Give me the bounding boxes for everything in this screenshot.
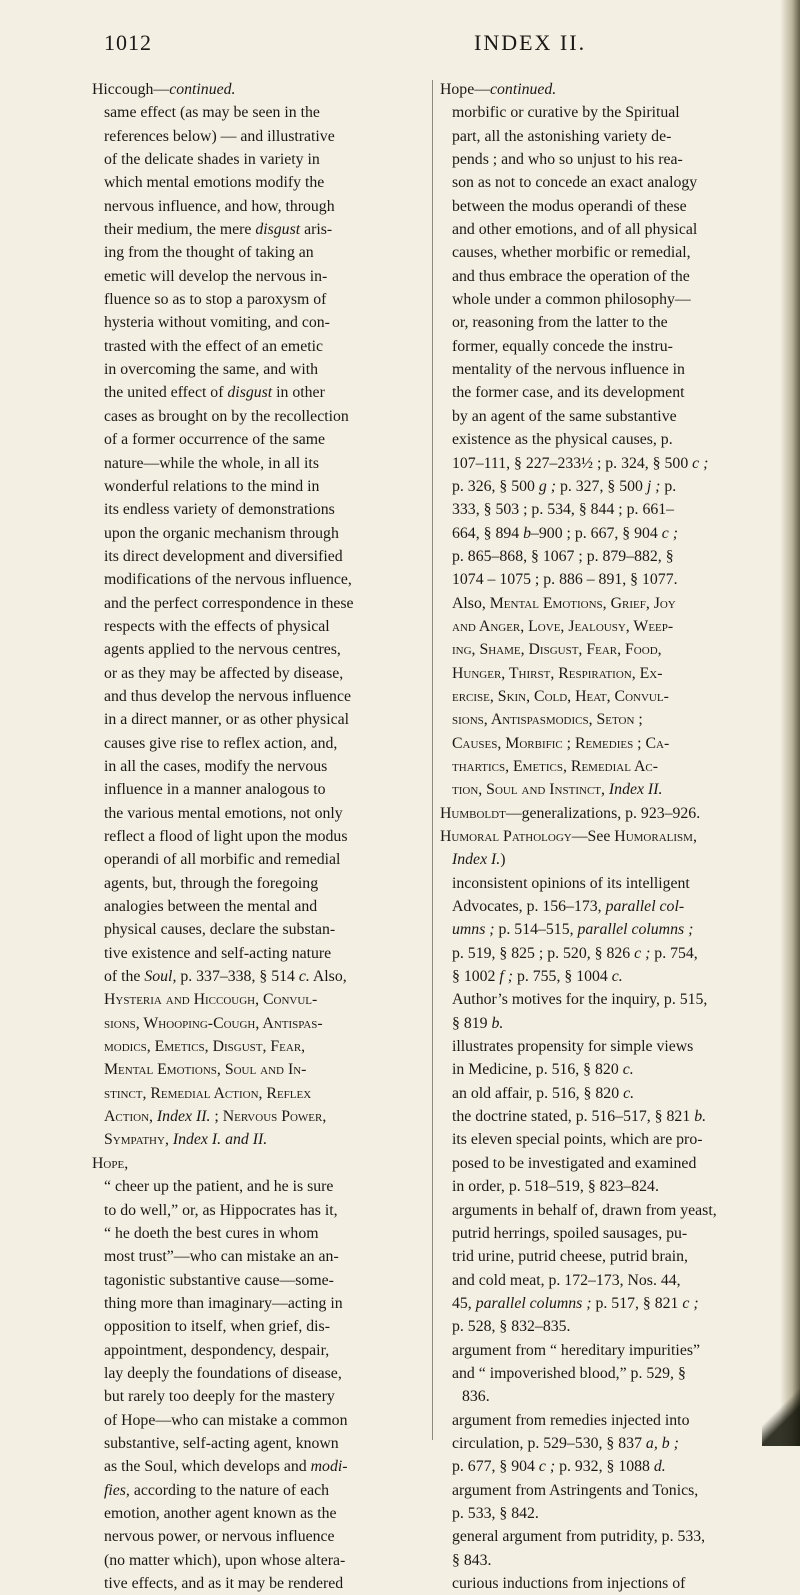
left-column-line: modics, Emetics, Disgust, Fear, [104, 1038, 306, 1056]
left-column-line: Action, Index II. ; Nervous Power, [104, 1108, 327, 1126]
left-column-line: cases as brought on by the recollection [104, 407, 349, 425]
right-column-line: its eleven special points, which are pro- [452, 1131, 703, 1149]
right-column-line: and Anger, Love, Jealousy, Weep- [452, 617, 674, 635]
running-head: INDEX II. [474, 30, 587, 55]
left-column-line: wonderful relations to the mind in [104, 477, 320, 495]
right-column-line: sions, Antispasmodics, Seton ; [452, 711, 643, 729]
right-column-line: and “ impoverished blood,” p. 529, § [452, 1364, 686, 1382]
right-column-line: general argument from putridity, p. 533, [452, 1528, 706, 1546]
right-column-line: p. 326, § 500 g ; p. 327, § 500 j ; p. [452, 477, 677, 495]
left-column-line: of Hope—who can mistake a common [104, 1411, 348, 1429]
right-column-line: the former case, and its development [452, 384, 685, 402]
right-column-line: in Medicine, p. 516, § 820 c. [452, 1061, 634, 1079]
right-column-line: argument from “ hereditary impurities” [452, 1341, 700, 1359]
left-column-line: physical causes, declare the substan- [104, 921, 336, 939]
left-column-line: emotion, another agent known as the [104, 1504, 337, 1522]
left-column-line: tagonistic substantive cause—some- [104, 1271, 334, 1289]
right-column-line: Hunger, Thirst, Respiration, Ex- [452, 664, 663, 682]
right-column-line: ing, Shame, Disgust, Fear, Food, [452, 641, 662, 659]
right-column-line: mentality of the nervous influence in [452, 361, 685, 379]
left-column-line: Hiccough—continued. [92, 81, 236, 98]
right-column-line: § 843. [452, 1551, 492, 1569]
left-column-line: references below) — and illustrative [104, 127, 335, 145]
left-column-line: appointment, despondency, despair, [104, 1341, 330, 1359]
left-column-line: its endless variety of demonstrations [104, 501, 335, 519]
left-column-line: emetic will develop the nervous in- [104, 267, 328, 285]
left-column-line: influence in a manner analogous to [104, 781, 326, 799]
right-column-line: curious inductions from injections of [452, 1575, 686, 1592]
right-column-line: causes, whether morbific or remedial, [452, 244, 691, 262]
right-column-line: putrid herrings, spoiled sausages, pu- [452, 1224, 688, 1242]
page-header [104, 30, 770, 64]
left-column-line: respects with the effects of physical [104, 617, 330, 635]
left-column-line: the united effect of disgust in other [104, 384, 325, 402]
left-column-line: in overcoming the same, and with [104, 361, 319, 379]
page-corner-shadow [762, 1386, 800, 1446]
left-column-line: thing more than imaginary—acting in [104, 1294, 343, 1312]
right-column-line: pends ; and who so unjust to his rea- [452, 151, 683, 169]
right-column-line: illustrates propensity for simple views [452, 1038, 694, 1056]
right-column-line: an old affair, p. 516, § 820 c. [452, 1084, 635, 1102]
left-column-line: upon the organic mechanism through [104, 524, 339, 542]
right-column-line: existence as the physical causes, p. [452, 431, 673, 449]
right-column-line: Advocates, p. 156–173, parallel col- [452, 898, 685, 916]
right-column-line: the doctrine stated, p. 516–517, § 821 b. [452, 1108, 707, 1126]
right-column-line: posed to be investigated and examined [452, 1154, 697, 1172]
right-column-line: p. 533, § 842. [452, 1504, 539, 1522]
left-column-line: in all the cases, modify the nervous [104, 757, 328, 775]
right-column-line: Humoral Pathology—See Humoralism, [440, 828, 697, 845]
page-edge-shadow [780, 0, 800, 1446]
right-column-line: or, reasoning from the latter to the [452, 314, 668, 332]
right-column-line: and cold meat, p. 172–173, Nos. 44, [452, 1271, 681, 1289]
right-column-line: thartics, Emetics, Remedial Ac- [452, 757, 659, 775]
left-column-line: and thus develop the nervous influence [104, 687, 351, 705]
left-column-line: of a former occurrence of the same [104, 431, 326, 449]
page-number: 1012 [104, 30, 152, 55]
left-column-line: Hysteria and Hiccough, Convul- [104, 991, 318, 1009]
right-column-line: 1074 – 1075 ; p. 886 – 891, § 1077. [452, 571, 678, 589]
left-column-line: hysteria without vomiting, and con- [104, 314, 330, 332]
right-column-line: 333, § 503 ; p. 534, § 844 ; p. 661– [452, 501, 675, 519]
left-column-line: agents applied to the nervous centres, [104, 641, 341, 659]
left-column-line: modifications of the nervous influence, [104, 571, 352, 589]
left-column-line: of the delicate shades in variety in [104, 151, 320, 169]
left-column-line: stinct, Remedial Action, Reflex [104, 1084, 312, 1102]
right-column-line: between the modus operandi of these [452, 197, 687, 215]
right-column-line: p. 528, § 832–835. [452, 1318, 571, 1336]
left-column-line: (no matter which), upon whose altera- [104, 1551, 346, 1569]
right-column-line: § 819 b. [452, 1014, 504, 1032]
left-column-line: of the Soul, p. 337–338, § 514 c. Also, [104, 968, 347, 986]
right-column-line: p. 865–868, § 1067 ; p. 879–882, § [452, 547, 674, 565]
left-column-line: analogies between the mental and [104, 898, 318, 916]
left-column-line: Sympathy, Index I. and II. [104, 1131, 268, 1149]
right-column-line: Causes, Morbific ; Remedies ; Ca- [452, 734, 670, 752]
left-column-line: Hope, [92, 1154, 129, 1172]
left-column-line: causes give rise to reflex action, and, [104, 734, 338, 752]
right-column-line: § 1002 f ; p. 755, § 1004 c. [452, 968, 623, 986]
column-divider [432, 80, 433, 1440]
right-column-line: Also, Mental Emotions, Grief, Joy [452, 594, 676, 612]
left-column-line: sions, Whooping-Cough, Antispas- [104, 1014, 323, 1032]
left-column-line: same effect (as may be seen in the [104, 104, 320, 122]
right-column-line: inconsistent opinions of its intelligent [452, 874, 690, 892]
left-column-line: nervous power, or nervous influence [104, 1528, 335, 1546]
right-column-line: 664, § 894 b–900 ; p. 667, § 904 c ; [452, 524, 678, 542]
left-column-line: as the Soul, which develops and modi- [104, 1458, 348, 1476]
right-column-line: Index I.) [452, 851, 506, 869]
right-column-line: umns ; p. 514–515, parallel columns ; [452, 921, 694, 939]
right-column-line: son as not to concede an exact analogy [452, 174, 698, 192]
right-column-line: trid urine, putrid cheese, putrid brain, [452, 1248, 689, 1266]
left-column-line: fluence so as to stop a paroxysm of [104, 291, 327, 309]
left-column-line: ing from the thought of taking an [104, 244, 314, 262]
right-column-line: argument from remedies injected into [452, 1411, 690, 1429]
right-column-line: argument from Astringents and Tonics, [452, 1481, 699, 1499]
left-column-line: operandi of all morbific and remedial [104, 851, 341, 869]
left-column-line: the various mental emotions, not only [104, 804, 343, 822]
left-column-line: “ cheer up the patient, and he is sure [104, 1178, 334, 1196]
right-column-line: Humboldt—generalizations, p. 923–926. [440, 804, 701, 822]
right-column-line: p. 677, § 904 c ; p. 932, § 1088 d. [452, 1458, 666, 1476]
left-column-line: nature—while the whole, in all its [104, 454, 319, 472]
left-column-line: reflect a flood of light upon the modus [104, 828, 348, 845]
left-column-line: nervous influence, and how, through [104, 197, 335, 215]
left-column-line: trasted with the effect of an emetic [104, 337, 324, 355]
left-column-line: to do well,” or, as Hippocrates has it, [104, 1201, 338, 1219]
left-column-line: “ he doeth the best cures in whom [104, 1224, 319, 1242]
right-column-line: whole under a common philosophy— [452, 291, 691, 309]
left-column-line: opposition to itself, when grief, dis- [104, 1318, 330, 1336]
left-column-line: tive existence and self-acting nature [104, 944, 332, 962]
left-column-line: its direct development and diversified [104, 547, 343, 565]
right-column-line: in order, p. 518–519, § 823–824. [452, 1178, 659, 1196]
left-column [92, 78, 425, 1595]
right-column-line: circulation, p. 529–530, § 837 a, b ; [452, 1434, 679, 1452]
left-column-line: or as they may be affected by disease, [104, 664, 344, 682]
right-column-line: part, all the astonishing variety de- [452, 127, 672, 145]
left-column-line: in a direct manner, or as other physical [104, 711, 350, 729]
left-column-line: which mental emotions modify the [104, 174, 325, 192]
right-column-line: p. 519, § 825 ; p. 520, § 826 c ; p. 754, [452, 944, 698, 962]
right-column-line: 45, parallel columns ; p. 517, § 821 c ; [452, 1294, 699, 1312]
right-column-line: 836. [462, 1388, 490, 1406]
left-column-line: most trust”—who can mistake an an- [104, 1248, 339, 1266]
left-column-line: lay deeply the foundations of disease, [104, 1364, 342, 1382]
left-column-line: agents, but, through the foregoing [104, 874, 319, 892]
right-column-line: former, equally concede the instru- [452, 337, 673, 355]
right-column-line: and other emotions, and of all physical [452, 221, 698, 239]
right-column-line: ercise, Skin, Cold, Heat, Convul- [452, 687, 669, 705]
right-column-line: 107–111, § 227–233½ ; p. 324, § 500 c ; [452, 454, 709, 472]
right-column-line: by an agent of the same substantive [452, 407, 677, 425]
right-column-line: Author’s motives for the inquiry, p. 515, [452, 991, 708, 1009]
right-column-line: and thus embrace the operation of the [452, 267, 690, 285]
right-column-line: arguments in behalf of, drawn from yeast, [452, 1201, 717, 1219]
left-column-line: tive effects, and as it may be rendered [104, 1575, 344, 1592]
right-column-line: tion, Soul and Instinct, Index II. [452, 781, 663, 799]
left-column-line: but rarely too deeply for the mastery [104, 1388, 335, 1406]
right-column-line: Hope—continued. [440, 81, 557, 98]
right-column-line: morbific or curative by the Spiritual [452, 104, 680, 122]
left-column-line: substantive, self-acting agent, known [104, 1434, 339, 1452]
left-column-line: Mental Emotions, Soul and In- [104, 1061, 307, 1079]
left-column-line: and the perfect correspondence in these [104, 594, 354, 612]
right-column [440, 78, 790, 1595]
left-column-line: fies, according to the nature of each [104, 1481, 330, 1499]
left-column-line: their medium, the mere disgust aris- [104, 221, 333, 239]
